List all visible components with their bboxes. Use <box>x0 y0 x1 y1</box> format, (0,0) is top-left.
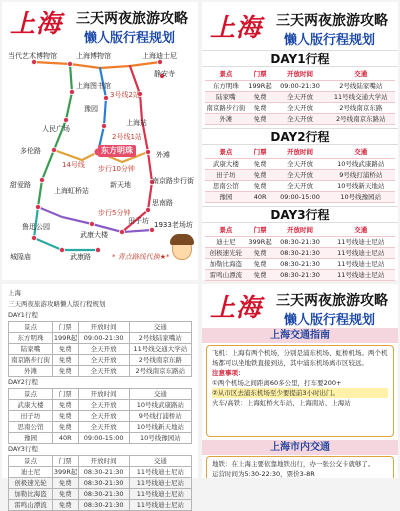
table-cell: 11号线迪士尼站 <box>327 258 395 269</box>
doc-cell: 全天开放 <box>78 411 129 422</box>
map-station-label: 多伦路 <box>20 147 41 155</box>
doc-cell: 10号线武康路站 <box>129 400 191 411</box>
table-row <box>205 169 395 180</box>
poster-city-title: 上海 <box>10 9 63 38</box>
table-cell: 田子坊 <box>205 169 247 180</box>
doc-cell: 豫园 <box>9 433 53 444</box>
table-cell: 免费 <box>247 91 274 102</box>
doc-header-cell: 景点 <box>9 456 53 467</box>
table-cell: 08:30-21:30 <box>273 236 326 247</box>
itinerary-table <box>205 69 395 125</box>
table-header-cell: 门票 <box>247 69 274 80</box>
guide-metro-text: 地铁：在上海主要依靠地铁出行，办一张公交卡就够了。 <box>212 460 375 468</box>
table-cell: 免费 <box>247 113 274 124</box>
guide-intercity-box <box>206 345 394 437</box>
doc-cell: 免费 <box>52 422 78 433</box>
table-cell: 11号线迪士尼站 <box>327 269 395 280</box>
guide-section-intercity: 上海交通指南 <box>202 328 398 343</box>
table-cell: 全天开放 <box>273 180 326 191</box>
table-cell: 免费 <box>247 180 274 191</box>
map-station-dot <box>63 117 68 122</box>
guide-section-city: 上海市内交通 <box>202 440 398 455</box>
poster-title-line1: 三天两夜旅游攻略 <box>276 13 388 29</box>
doc-day-blocks <box>8 310 192 511</box>
table-cell: 2号线南京东路站 <box>327 113 395 124</box>
doc-header-cell: 开放时间 <box>78 389 129 400</box>
table-header-cell: 景点 <box>205 69 247 80</box>
table-cell: 南京路步行街 <box>206 103 246 112</box>
doc-line-title: 三天两夜旅游攻略懒人版行程规划 <box>8 300 106 308</box>
map-station-label: 甜爱路 <box>10 181 31 189</box>
table-header-cell: 开放时间 <box>273 147 326 158</box>
doc-cell: 雷鸣山漂流 <box>9 500 53 511</box>
map-station-label: 上海虹桥站 <box>54 187 89 195</box>
map-edge-label: 14号线 <box>62 161 85 169</box>
doc-header-cell: 景点 <box>9 389 53 400</box>
table-header-cell: 交通 <box>327 147 395 158</box>
table-row <box>9 467 192 478</box>
doc-day-label: DAY2行程 <box>8 378 38 386</box>
day-title: DAY3行程 <box>202 206 398 223</box>
doc-cell: 免费 <box>52 400 78 411</box>
map-station-dot <box>39 177 44 182</box>
table-cell: 东方明珠 <box>205 80 247 91</box>
map-edge-label: 2号线1站 <box>112 133 142 141</box>
table-cell: 09:00-21:30 <box>273 80 326 91</box>
table-cell: 免费 <box>247 269 274 280</box>
table-cell: 免费 <box>247 258 274 269</box>
map-station-label: 外滩 <box>156 151 170 159</box>
poster-title-line1: 三天两夜旅游攻略 <box>276 293 388 309</box>
poster-title-line2: 懒人版行程规划 <box>84 31 176 46</box>
table-cell: 全天开放 <box>273 91 326 102</box>
doc-cell: 08:30-21:30 <box>78 489 129 500</box>
map-station-label: 城隍庙 <box>10 253 31 261</box>
table-cell: 豫园 <box>205 191 247 202</box>
doc-cell: 199R起 <box>53 334 78 342</box>
map-station-dot <box>145 207 150 212</box>
table-row <box>205 180 395 191</box>
doc-cell: 2号线南京东路 <box>129 355 191 366</box>
doc-cell: 创极速光轮 <box>9 478 53 489</box>
table-row <box>9 411 192 422</box>
table-cell: 199R起 <box>248 81 272 90</box>
guide-city-box <box>206 456 394 478</box>
table-cell: 陆家嘴 <box>205 91 247 102</box>
table-row <box>9 433 192 444</box>
table-row <box>205 113 395 124</box>
doc-cell: 免费 <box>52 500 78 511</box>
map-station-dot <box>51 147 56 152</box>
doc-header-cell: 开放时间 <box>78 456 129 467</box>
doc-header-cell: 门票 <box>52 389 78 400</box>
doc-cell: 全天开放 <box>78 355 129 366</box>
table-row <box>205 191 395 202</box>
table-header-cell: 开放时间 <box>273 225 326 236</box>
doc-header-cell: 门票 <box>52 456 78 467</box>
table-cell: 9号线打浦桥站 <box>327 169 395 180</box>
map-station-label: 1933老场坊 <box>154 221 193 229</box>
doc-cell: 40R <box>52 433 78 444</box>
doc-header-cell: 交通 <box>129 456 191 467</box>
table-header-cell: 交通 <box>327 69 395 80</box>
doc-cell: 免费 <box>52 366 78 377</box>
doc-cell: 10号线新天地站 <box>129 422 191 433</box>
map-station-dot <box>103 95 108 100</box>
doc-cell: 11号线迪士尼站 <box>129 489 191 500</box>
doc-line-city: 上海 <box>8 289 21 297</box>
doc-cell: 免费 <box>52 355 78 366</box>
route-map-poster <box>2 2 198 280</box>
map-station-label: 武康路 <box>70 253 91 261</box>
table-cell: 全天开放 <box>273 102 326 113</box>
table-cell: 08:30-21:30 <box>273 258 326 269</box>
guide-train-text: 火车/高铁：上海虹桥火车站、上海南站、上海站 <box>212 399 351 407</box>
table-cell: 10号线豫园站 <box>327 191 395 202</box>
map-station-label: 思南路 <box>152 199 173 207</box>
table-header-cell: 门票 <box>247 225 274 236</box>
doc-cell: 11号线迪士尼站 <box>129 478 191 489</box>
itinerary-table <box>205 225 395 281</box>
table-row <box>9 489 192 500</box>
doc-cell: 迪士尼 <box>9 467 53 478</box>
map-station-dot <box>31 59 36 64</box>
table-row <box>9 422 192 433</box>
doc-day-label: DAY3行程 <box>8 445 38 453</box>
doc-cell: 外滩 <box>9 366 53 377</box>
map-station-label: 武康大楼 <box>80 231 108 239</box>
doc-cell: 全天开放 <box>78 422 129 433</box>
table-row <box>9 344 192 355</box>
table-cell: 武康大楼 <box>205 158 247 169</box>
doc-cell: 东方明珠 <box>9 333 53 344</box>
map-station-dot <box>119 229 124 234</box>
map-station-label: 上海图书馆 <box>76 82 111 90</box>
table-row <box>9 355 192 366</box>
map-station-dot <box>157 59 162 64</box>
map-station-dot <box>59 247 64 252</box>
doc-table <box>8 321 192 377</box>
table-row <box>205 91 395 102</box>
poster-title-line2: 懒人版行程规划 <box>284 313 376 328</box>
doc-cell: 2号线南京东路站 <box>129 366 191 377</box>
table-row <box>205 247 395 258</box>
table-cell: 11号线迪士尼站 <box>327 247 395 258</box>
guide-note-1: ①两个机场之间距离60多公里，打车要200+ <box>212 379 342 387</box>
doc-cell: 09:00-21:30 <box>78 333 129 344</box>
table-header-cell: 开放时间 <box>273 69 326 80</box>
guide-notes-heading: 注意事项： <box>212 369 245 377</box>
doc-cell: 9号线打浦桥站 <box>129 411 191 422</box>
table-row <box>9 333 192 344</box>
map-station-dot <box>145 149 150 154</box>
doc-header-cell: 交通 <box>129 389 191 400</box>
doc-cell: 陆家嘴 <box>9 344 53 355</box>
doc-cell: 全天开放 <box>78 344 129 355</box>
map-station-label: 当代艺术博物馆 <box>8 52 57 60</box>
table-cell: 399R起 <box>248 237 272 246</box>
doc-cell: 南京路步行街 <box>9 355 53 366</box>
day-title: DAY2行程 <box>202 128 398 145</box>
table-row <box>205 102 395 113</box>
table-cell: 免费 <box>247 169 274 180</box>
map-station-dot <box>101 123 106 128</box>
table-cell: 全天开放 <box>273 158 326 169</box>
doc-day-label: DAY1行程 <box>8 311 38 319</box>
table-cell: 迪士尼 <box>205 236 247 247</box>
map-edge-label: 3号线2站 <box>110 91 140 99</box>
table-cell: 11号线交通大学站 <box>327 91 395 102</box>
table-cell: 雷鸣山漂流 <box>205 269 247 280</box>
table-header-cell: 景点 <box>205 147 247 158</box>
doc-header-cell: 景点 <box>9 322 53 333</box>
map-station-label: 豫园 <box>84 105 98 113</box>
doc-cell: 09:00-15:00 <box>78 433 129 444</box>
plain-itinerary-document <box>2 284 198 509</box>
doc-cell: 2号线陆家嘴站 <box>129 333 191 344</box>
map-station-label: 上海站 <box>126 119 147 127</box>
table-cell: 全天开放 <box>273 169 326 180</box>
table-cell: 2号线陆家嘴站 <box>327 80 395 91</box>
table-row <box>9 500 192 511</box>
table-cell: 08:30-21:30 <box>273 269 326 280</box>
guide-flight-text: 飞机：上海有两个机场，分别是浦东机场、虹桥机场。两个机场都可以坐地铁直接到达，其中浦东机场离市区较远。 <box>212 349 388 367</box>
doc-table <box>8 455 192 511</box>
map-station-label: 南京路步行街 <box>152 177 194 185</box>
doc-cell: 免费 <box>52 344 78 355</box>
table-cell: 免费 <box>247 102 274 113</box>
table-header-cell: 景点 <box>205 225 247 236</box>
transport-guide-poster <box>202 284 398 478</box>
map-station-dot <box>95 247 100 252</box>
table-row <box>9 366 192 377</box>
map-station-label: 人民广场 <box>42 125 70 133</box>
guide-note-2: ②从市区去浦东机场至少要提前3小时出门。 <box>212 388 388 398</box>
doc-cell: 田子坊 <box>9 411 53 422</box>
map-hub-label: 东方明珠 <box>98 145 136 157</box>
guide-metro-hours: 运营时间为5:30-22:30，票价3-8R <box>212 470 315 478</box>
cartoon-face-icon <box>172 236 192 260</box>
poster-city-title: 上海 <box>210 13 263 42</box>
map-edge-label: 步行5分钟 <box>98 209 131 217</box>
doc-cell: 全天开放 <box>78 366 129 377</box>
map-station-label: 上海博物馆 <box>76 52 111 60</box>
table-row <box>205 258 395 269</box>
table-cell: 思南公馆 <box>205 180 247 191</box>
doc-header-cell: 交通 <box>129 322 191 333</box>
doc-cell: 思南公馆 <box>9 422 53 433</box>
map-station-label: 鲁迅公园 <box>22 223 50 231</box>
poster-city-title: 上海 <box>210 293 263 322</box>
table-header-cell: 门票 <box>247 147 274 158</box>
poster-title-line2: 懒人版行程规划 <box>284 33 376 48</box>
table-row <box>205 80 395 91</box>
doc-cell: 全天开放 <box>78 400 129 411</box>
map-station-label: 新天地 <box>110 181 131 189</box>
map-edge-label: 步行10分钟 <box>98 165 135 173</box>
doc-cell: 11号线迪士尼站 <box>129 467 191 478</box>
doc-cell: 武康大楼 <box>9 400 53 411</box>
doc-cell: 免费 <box>52 411 78 422</box>
table-row <box>9 400 192 411</box>
doc-header-cell: 门票 <box>52 322 78 333</box>
doc-cell: 10号线豫园站 <box>129 433 191 444</box>
table-cell: 2号线南京东路 <box>327 102 395 113</box>
map-station-dot <box>69 89 74 94</box>
table-cell: 免费 <box>247 158 274 169</box>
table-row <box>205 236 395 247</box>
itinerary-table <box>205 147 395 203</box>
map-station-label: 田子坊 <box>128 217 149 225</box>
map-station-dot <box>89 221 94 226</box>
table-cell: 10号线武康路站 <box>327 158 395 169</box>
table-cell: 全天开放 <box>273 113 326 124</box>
table-cell: 加勒比海盗 <box>205 258 247 269</box>
doc-cell: 免费 <box>52 478 78 489</box>
table-cell: 11号线迪士尼站 <box>327 236 395 247</box>
doc-table <box>8 388 192 444</box>
poster-title-line1: 三天两夜旅游攻略 <box>76 11 188 27</box>
map-station-dot <box>35 204 40 209</box>
doc-cell: 08:30-21:30 <box>78 500 129 511</box>
doc-cell: 免费 <box>52 489 78 500</box>
table-row <box>205 269 395 280</box>
map-credit: * 青点路线代换★* <box>112 253 170 261</box>
doc-cell: 399R起 <box>53 468 78 476</box>
table-row <box>9 478 192 489</box>
map-station-label: 静安寺 <box>154 70 175 78</box>
map-station-dot <box>31 235 36 240</box>
doc-cell: 11号线迪士尼站 <box>129 500 191 511</box>
itinerary-poster <box>202 2 398 280</box>
map-station-dot <box>67 61 72 66</box>
doc-header-cell: 开放时间 <box>78 322 129 333</box>
table-cell: 免费 <box>247 247 274 258</box>
doc-cell: 加勒比海盗 <box>9 489 53 500</box>
table-cell: 09:00-15:00 <box>273 191 326 202</box>
table-row <box>205 158 395 169</box>
table-cell: 10号线新天地站 <box>327 180 395 191</box>
table-cell: 40R <box>247 191 274 202</box>
day-title: DAY1行程 <box>202 50 398 67</box>
table-header-cell: 交通 <box>327 225 395 236</box>
table-cell: 创极速光轮 <box>205 247 247 258</box>
doc-cell: 08:30-21:30 <box>78 467 129 478</box>
doc-cell: 08:30-21:30 <box>78 478 129 489</box>
table-cell: 08:30-21:30 <box>273 247 326 258</box>
doc-cell: 11号线交通大学站 <box>129 344 191 355</box>
map-station-label: 上海迪士尼 <box>142 52 177 60</box>
table-cell: 外滩 <box>205 113 247 124</box>
